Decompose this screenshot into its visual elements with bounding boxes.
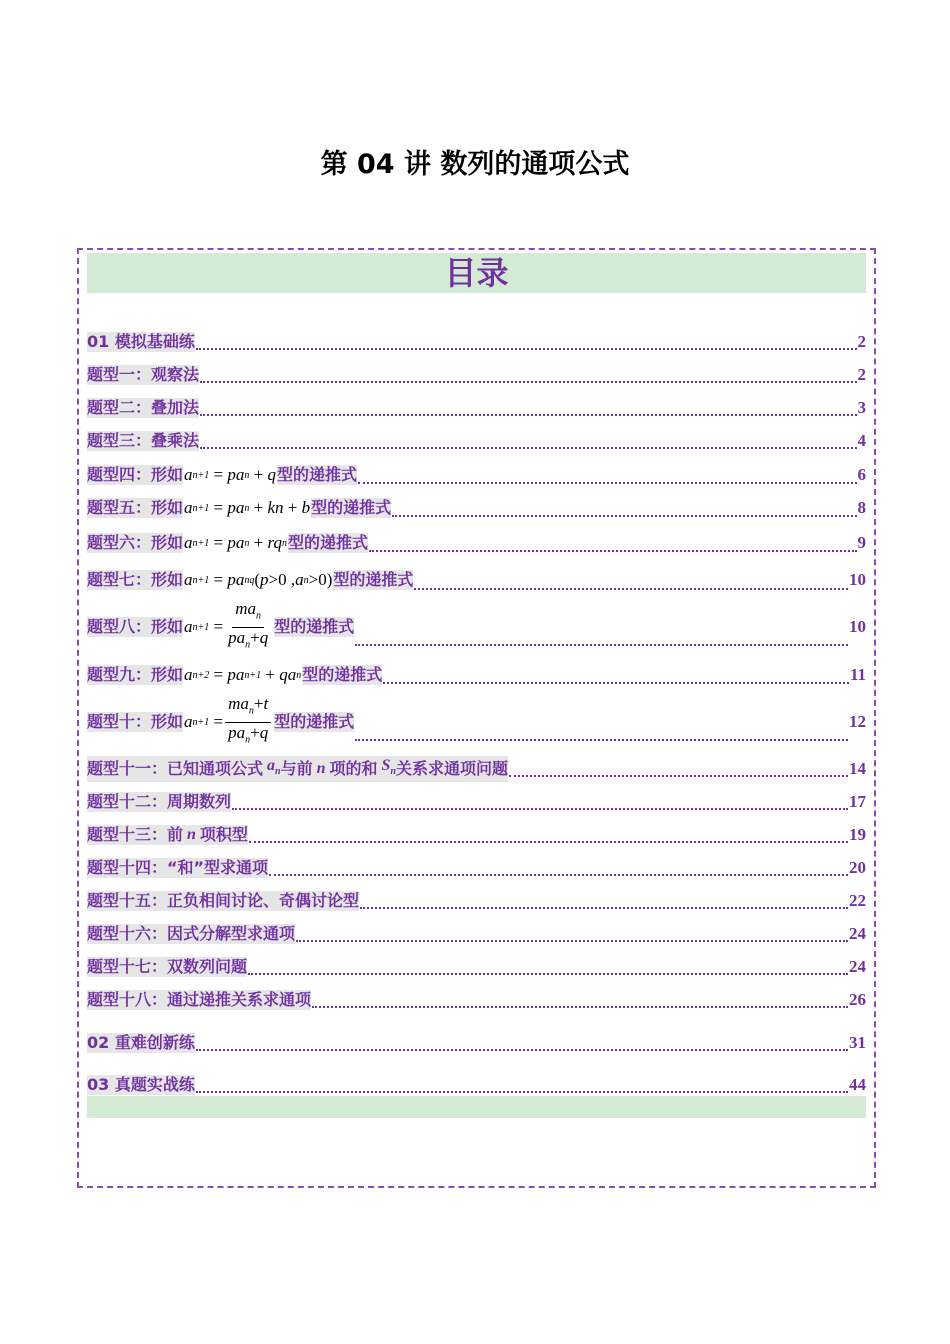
page-title: 第 04 讲 数列的通项公式 xyxy=(320,149,630,180)
leader-dots xyxy=(249,841,848,843)
toc-entry-label: 题型十八：通过递推关系求通项 xyxy=(87,990,312,1009)
formula: a n+1 = pa n + kn + b xyxy=(184,498,311,517)
leader-dots xyxy=(200,414,856,416)
toc-page-number: 2 xyxy=(857,332,866,351)
toc-entry-label: 题型十四：“和”型求通项 xyxy=(87,858,269,877)
leader-dots xyxy=(196,1091,848,1093)
leader-dots xyxy=(360,907,848,909)
toc-entry[interactable] xyxy=(87,429,866,453)
toc-page-number: 6 xyxy=(857,465,866,484)
toc-page-number: 22 xyxy=(849,891,866,910)
leader-dots xyxy=(414,588,848,590)
toc-entry[interactable] xyxy=(87,462,866,488)
formula: a n+1 = $\frac{ma_n}{pa_n+q}$ xyxy=(183,599,274,655)
leader-dots xyxy=(509,775,848,777)
toc-entry-label: 题型十五：正负相间讨论、奇偶讨论型 xyxy=(87,891,360,910)
toc-entry-label: 题型十一：已知通项公式 $a_n$ 与前 n 项的和 $S_n$ 关系求通项问题 xyxy=(87,756,508,782)
toc-page-number: 19 xyxy=(849,825,866,844)
toc-entry-label: 题型六：形如 xyxy=(87,533,184,552)
toc-entry-suffix: 型的递推式 xyxy=(276,465,357,484)
toc-entry-label: 题型五：形如 xyxy=(87,498,184,517)
toc-entry[interactable] xyxy=(87,757,866,781)
toc-page-number: 10 xyxy=(849,617,866,636)
toc-entry[interactable] xyxy=(87,1073,866,1097)
toc-box xyxy=(77,248,876,1188)
formula: a n+1 = pa n q ( p >0 , a n >0) xyxy=(184,570,333,589)
toc-entry-label: 题型十七：双数列问题 xyxy=(87,957,248,976)
toc-page-number: 17 xyxy=(849,792,866,811)
toc-page-number: 44 xyxy=(849,1075,866,1094)
toc-page-number: 4 xyxy=(857,431,866,450)
toc-page-number: 3 xyxy=(857,398,866,417)
toc-entry-label: 题型十三：前 n 项积型 xyxy=(87,825,248,844)
toc-entry-label: 01 模拟基础练 xyxy=(87,332,195,351)
toc-entry-suffix: 型的递推式 xyxy=(274,617,355,636)
leader-dots xyxy=(232,808,848,810)
toc-entry[interactable] xyxy=(87,330,866,354)
toc-entry-label: 题型十六：因式分解型求通项 xyxy=(87,924,296,943)
toc-page-number: 24 xyxy=(849,924,866,943)
toc-entry[interactable] xyxy=(87,495,866,521)
leader-dots xyxy=(196,348,857,350)
toc-entry-label: 题型八：形如 xyxy=(87,617,184,636)
toc-entry[interactable] xyxy=(87,566,866,594)
leader-dots xyxy=(369,550,857,552)
leader-dots xyxy=(196,1049,848,1051)
toc-entry-label: 题型九：形如 xyxy=(87,665,184,684)
toc-entry[interactable] xyxy=(87,530,866,556)
toc-entry-label: 03 真题实战练 xyxy=(87,1075,195,1094)
leader-dots xyxy=(269,874,848,876)
toc-entry[interactable] xyxy=(87,790,866,814)
toc-page-number: 24 xyxy=(849,957,866,976)
leader-dots xyxy=(296,940,848,942)
formula: a n+1 = pa n + rq n xyxy=(184,533,287,552)
toc-entry[interactable] xyxy=(87,599,866,650)
leader-dots xyxy=(200,447,856,449)
toc-entry[interactable] xyxy=(87,662,866,688)
toc-entry-suffix: 型的递推式 xyxy=(311,498,392,517)
toc-entry[interactable] xyxy=(87,396,866,420)
toc-entry[interactable] xyxy=(87,363,866,387)
toc-page-number: 11 xyxy=(849,665,866,684)
leader-dots xyxy=(355,739,848,741)
leader-dots xyxy=(355,644,848,646)
toc-entry-label: 题型四：形如 xyxy=(87,465,184,484)
toc-page-number: 9 xyxy=(857,533,866,552)
toc-page-number: 2 xyxy=(857,365,866,384)
toc-entry-suffix: 型的递推式 xyxy=(333,570,414,589)
toc-entry[interactable] xyxy=(87,922,866,946)
toc-header-band xyxy=(87,253,866,293)
toc-entry-label: 题型七：形如 xyxy=(87,570,184,589)
toc-page-number: 20 xyxy=(849,858,866,877)
toc-page-number: 8 xyxy=(857,498,866,517)
toc-entry[interactable] xyxy=(87,988,866,1012)
toc-page-number: 14 xyxy=(849,759,866,778)
toc-page-number: 31 xyxy=(849,1033,866,1052)
toc-page-number: 12 xyxy=(849,712,866,731)
formula: a n+2 = pa n+1 + qa n xyxy=(184,665,302,684)
leader-dots xyxy=(312,1006,848,1008)
toc-entry-suffix: 型的递推式 xyxy=(287,533,368,552)
toc-page-number: 10 xyxy=(849,570,866,589)
toc-entry-label: 题型十：形如 xyxy=(87,712,184,731)
toc-heading: 目录 xyxy=(444,254,509,292)
formula: a n+1 = pa n + q xyxy=(184,465,276,484)
toc-entry-suffix: 型的递推式 xyxy=(302,665,383,684)
toc-entry[interactable] xyxy=(87,823,866,847)
toc-entry-label: 题型十二：周期数列 xyxy=(87,792,232,811)
toc-entry-label: 题型三：叠乘法 xyxy=(87,431,200,450)
toc-entry[interactable] xyxy=(87,694,866,745)
leader-dots xyxy=(248,973,848,975)
formula: a n+1 = $\frac{ma_n+t}{pa_n+q}$ xyxy=(183,694,274,750)
toc-entry-label: 02 重难创新练 xyxy=(87,1033,195,1052)
leader-dots xyxy=(392,515,856,517)
toc-entry-suffix: 型的递推式 xyxy=(274,712,355,731)
toc-entry-label: 题型二：叠加法 xyxy=(87,398,200,417)
toc-entry[interactable] xyxy=(87,955,866,979)
toc-entry[interactable] xyxy=(87,856,866,880)
toc-page-number: 26 xyxy=(849,990,866,1009)
leader-dots xyxy=(358,482,857,484)
toc-footer-band xyxy=(87,1096,866,1118)
toc-entry[interactable] xyxy=(87,1031,866,1055)
toc-entry[interactable] xyxy=(87,889,866,913)
toc-entry-label: 题型一：观察法 xyxy=(87,365,200,384)
leader-dots xyxy=(383,682,849,684)
leader-dots xyxy=(200,381,856,383)
